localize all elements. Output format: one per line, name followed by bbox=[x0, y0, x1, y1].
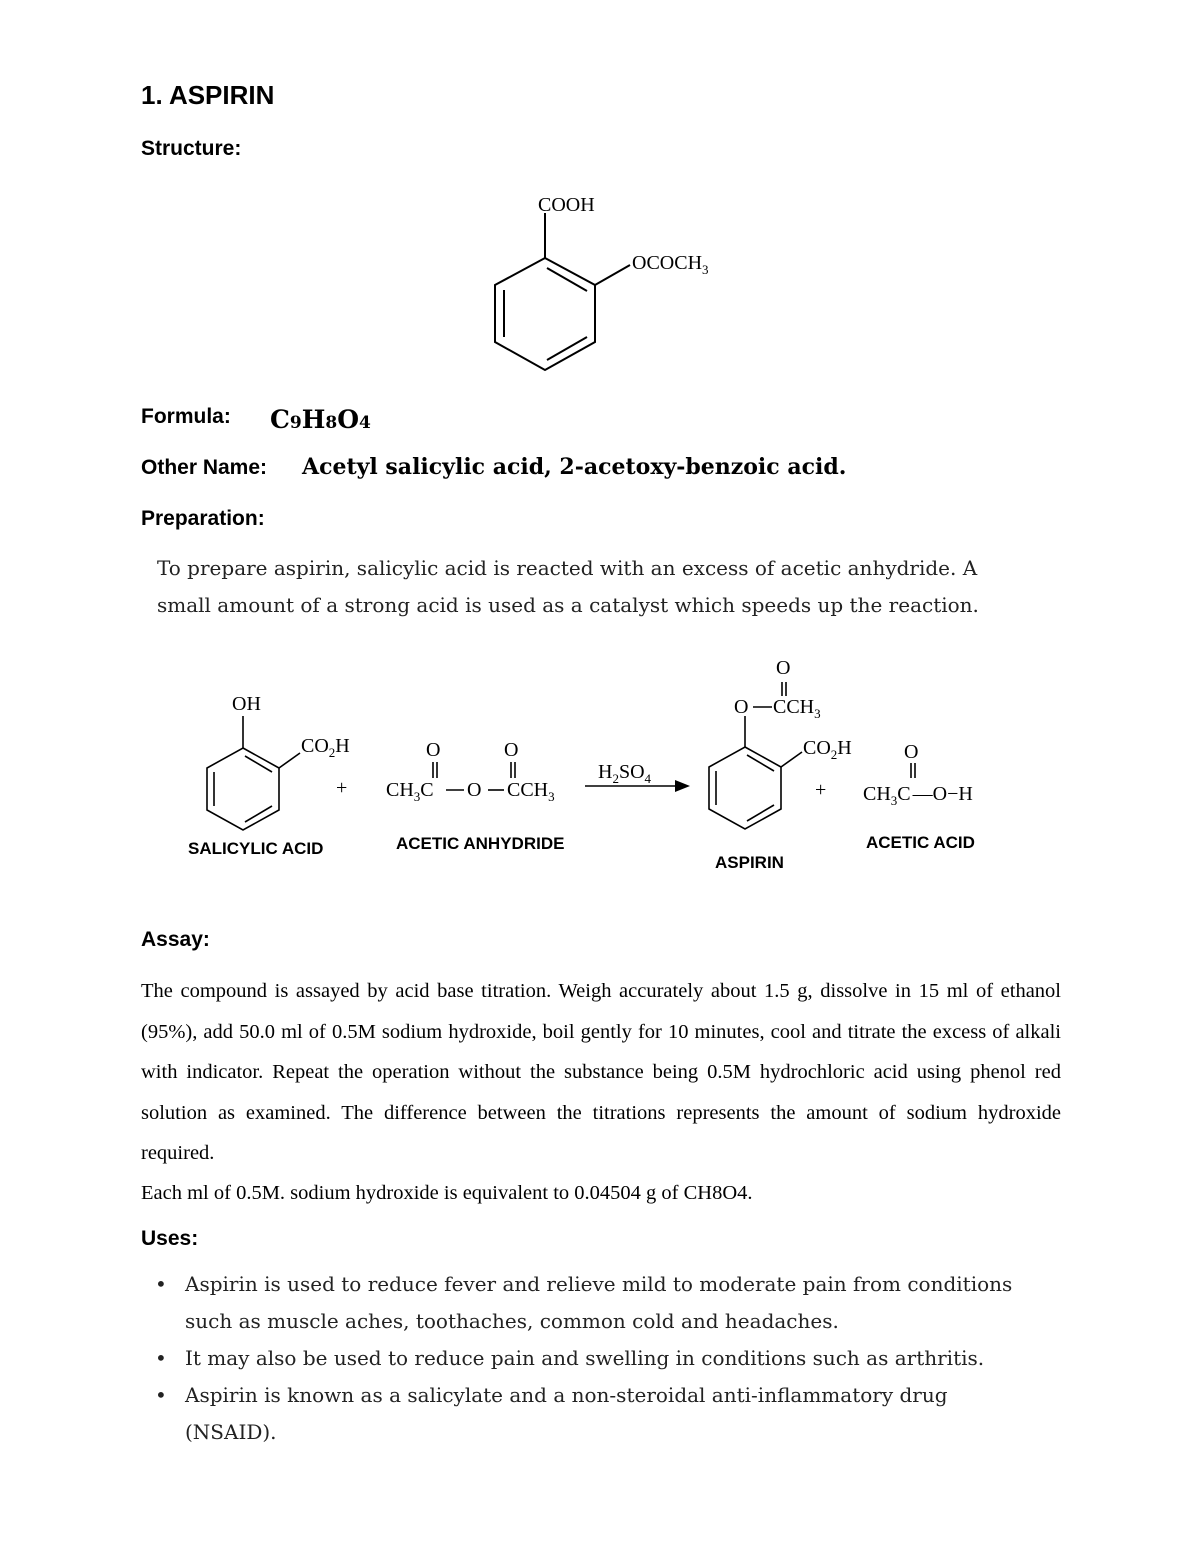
uses-label: Uses: bbox=[141, 1227, 199, 1250]
anhydride-cch3-label: $CCH_3$ bbox=[507, 779, 555, 804]
other-name-value: Acetyl salicylic acid, 2-acetoxy-benzoic acid. bbox=[302, 454, 847, 480]
acetic-acid-ch3c-label: $CH_3C$ —O−H bbox=[863, 783, 973, 808]
aspirin-co2h-label: $CO_2H$ bbox=[803, 737, 852, 762]
salicylic-co2h-label: $CO_2H$ bbox=[301, 735, 350, 760]
assay-text: The compound is assayed by acid base titration. Weigh accurately about 1.5 g, dissolve in 15 ml of ethanol (95%), add 50.0 ml of 0.5M sodium hydroxide, boil gently for 10 minutes, cool and titrate the excess of alkali with indicator. Repeat the operation without the substance being 0.5M hydrochloric acid using phenol red solution as examined. The difference between the titrations represents the amount of sodium hydroxide required. bbox=[141, 980, 1061, 1164]
aspirin-ester-o: O bbox=[776, 657, 791, 679]
list-item: • It may also be used to reduce pain and swelling in conditions such as arthritis. bbox=[155, 1346, 985, 1370]
assay-equivalent: Each ml of 0.5M. sodium hydroxide is equivalent to 0.04504 g of CH8O4. bbox=[141, 1181, 753, 1204]
caption-acetic-acid: ACETIC ACID bbox=[866, 833, 975, 852]
structure-label: Structure: bbox=[141, 137, 242, 160]
catalyst-h2so4-label: $H_2SO_4$ bbox=[598, 761, 652, 786]
salicylic-oh-label: OH bbox=[232, 693, 261, 715]
aspirin-cch3-label: $CCH_3$ bbox=[773, 696, 821, 721]
preparation-label: Preparation: bbox=[141, 507, 265, 530]
caption-aspirin: ASPIRIN bbox=[715, 853, 784, 872]
anhydride-bridge-o: O bbox=[467, 779, 482, 801]
plus-sign-2: + bbox=[815, 779, 827, 801]
acetic-acid-carbonyl-o: O bbox=[904, 741, 919, 763]
anhydride-ch3c-label: $CH_3C$ bbox=[386, 779, 434, 804]
aspirin-structure-diagram bbox=[470, 185, 760, 380]
list-item: • Aspirin is known as a salicylate and a non-steroidal anti-inflammatory drug (NSAID). bbox=[155, 1383, 948, 1444]
assay-label: Assay: bbox=[141, 928, 210, 951]
reaction-scheme bbox=[180, 650, 1040, 880]
list-item: • Aspirin is used to reduce fever and relieve mild to moderate pain from conditions such as muscle aches, toothaches, common cold and headaches. bbox=[155, 1272, 1013, 1333]
ococh3-label: $OCOCH_3$ bbox=[632, 252, 709, 277]
molecular-formula: C9H8O4 bbox=[270, 405, 371, 434]
preparation-text: To prepare aspirin, salicylic acid is reacted with an excess of acetic anhydride. A small amount of a strong acid is used as a catalyst which speeds up the reaction. bbox=[157, 556, 979, 617]
caption-acetic-anhydride: ACETIC ANHYDRIDE bbox=[396, 834, 565, 853]
anhydride-carbonyl-o-2: O bbox=[504, 739, 519, 761]
anhydride-carbonyl-o-1: O bbox=[426, 739, 441, 761]
uses-list bbox=[141, 1266, 1041, 1451]
aspirin-o-label: O bbox=[734, 696, 749, 718]
cooh-label: COOH bbox=[538, 194, 595, 216]
page-title: 1. ASPIRIN bbox=[141, 80, 275, 110]
assay-section bbox=[141, 971, 1061, 1212]
plus-sign-1: + bbox=[336, 777, 348, 799]
formula-label: Formula: bbox=[141, 405, 231, 428]
caption-salicylic-acid: SALICYLIC ACID bbox=[188, 839, 324, 858]
other-name-label: Other Name: bbox=[141, 456, 268, 479]
